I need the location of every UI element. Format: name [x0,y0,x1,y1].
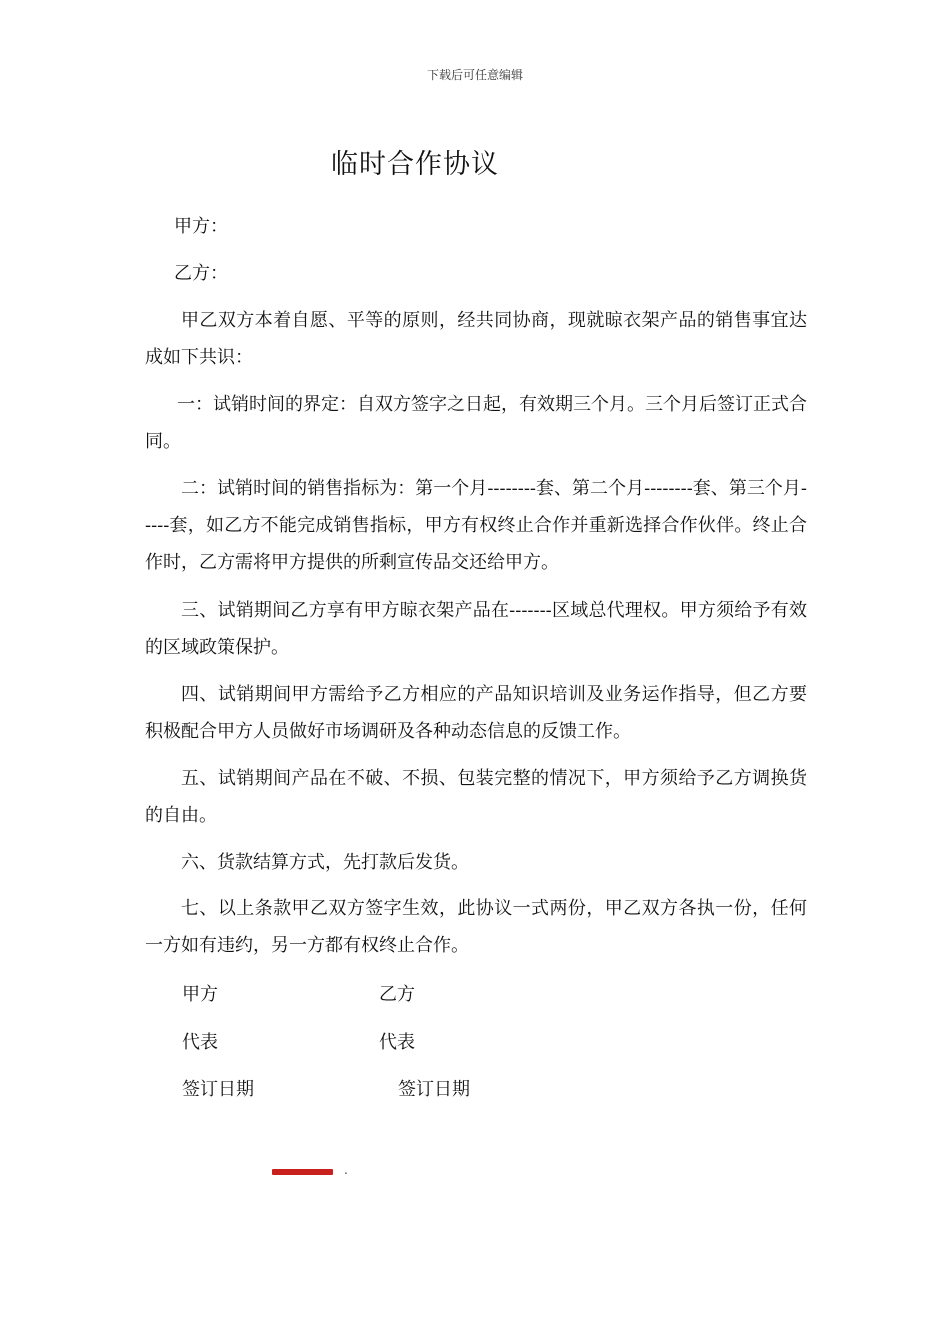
party-b-label: 乙方： [174,263,228,284]
intro-paragraph: 甲乙双方本着自愿、平等的原则，经共同协商，现就晾衣架产品的销售事宜达成如下共识： [145,310,807,368]
header-note: 下载后可任意编辑 [426,68,523,82]
footer-decoration-bar [272,1169,333,1175]
clause-4: 四、试销期间甲方需给予乙方相应的产品知识培训及业务运作指导，但乙方要积极配合甲方人员做好市场调研及各种动态信息的反馈工作。 [145,684,807,742]
clause-5: 五、试销期间产品在不破、不损、包装完整的情况下，甲方须给予乙方调换货的自由。 [145,768,807,826]
footer-dot: . [344,1163,348,1177]
clause-1: 一：试销时间的界定：自双方签字之日起，有效期三个月。三个月后签订正式合同。 [145,394,807,452]
signature-rep-a: 代表 [182,1032,218,1053]
clause-3: 三、试销期间乙方享有甲方晾衣架产品在-------区域总代理权。甲方须给予有效的区域政策保护。 [145,600,807,658]
signature-date-a: 签订日期 [182,1079,254,1100]
signature-date-b: 签订日期 [398,1079,470,1100]
signature-party-a: 甲方 [182,984,218,1005]
signature-party-b: 乙方 [379,984,415,1005]
signature-rep-b: 代表 [379,1032,415,1053]
clause-6: 六、货款结算方式，先打款后发货。 [181,852,469,873]
document-title: 临时合作协议 [331,149,499,180]
clause-2: 二：试销时间的销售指标为：第一个月--------套、第二个月--------套、第三个月-----套，如乙方不能完成销售指标，甲方有权终止合作并重新选择合作伙伴。终止合作时，乙方需将甲方提供的所剩宣传品交还给甲方。 [145,478,807,573]
clause-7: 七、以上条款甲乙双方签字生效，此协议一式两份，甲乙双方各执一份，任何一方如有违约，另一方都有权终止合作。 [145,898,807,956]
party-a-label: 甲方： [174,216,228,237]
